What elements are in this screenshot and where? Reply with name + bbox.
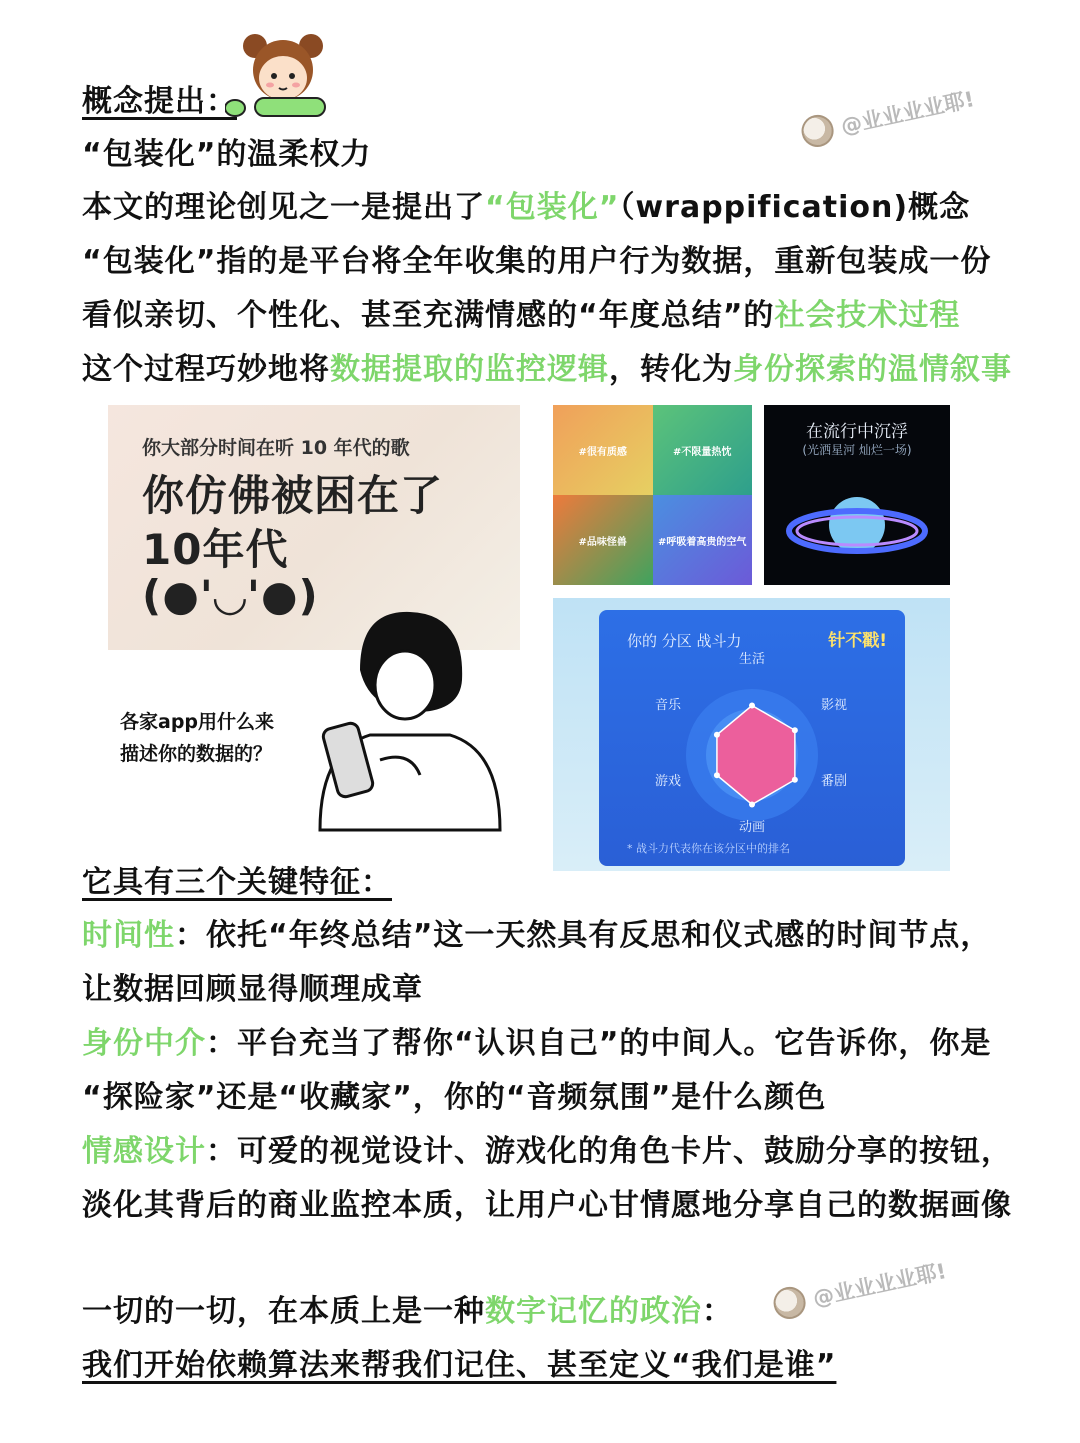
planet-card: 在流行中沉浮 (光洒星河 灿烂一场) bbox=[764, 405, 950, 585]
intro-line-4: 这个过程巧妙地将数据提取的监控逻辑，转化为身份探索的温情叙事 bbox=[82, 352, 1012, 387]
watermark-top: @业业业业耶! bbox=[799, 82, 977, 150]
radar-stat-card bbox=[553, 598, 950, 871]
planet-icon bbox=[782, 473, 932, 578]
radar-point bbox=[714, 772, 720, 778]
listen-decade-card: 你大部分时间在听 10 年代的歌 你仿佛被困在了 10年代 (●'◡'●) bbox=[108, 405, 520, 650]
feature-2-line-2: “探险家”还是“收藏家”，你的“音频氛围”是什么颜色 bbox=[82, 1080, 827, 1115]
radar-point bbox=[749, 802, 755, 808]
features-heading: 它具有三个关键特征： bbox=[82, 865, 392, 900]
watermark-bottom: @业业业业耶! bbox=[771, 1254, 949, 1322]
radar-point bbox=[749, 703, 755, 709]
phone-girl-illustration bbox=[300, 600, 505, 835]
feature-3-line-2: 淡化其背后的商业监控本质，让用户心甘情愿地分享自己的数据画像 bbox=[82, 1188, 1012, 1223]
radar-point bbox=[792, 727, 798, 733]
radar-axis-label: 动画 bbox=[739, 820, 766, 835]
radar-axis-label: 音乐 bbox=[655, 698, 682, 713]
intro-line-3: 看似亲切、个性化、甚至充满情感的“年度总结”的社会技术过程 bbox=[82, 298, 961, 333]
radar-axis-label: 番剧 bbox=[821, 774, 848, 789]
radar-axis-label: 影视 bbox=[821, 698, 848, 713]
radar-point bbox=[792, 777, 798, 783]
tile: #品味怪兽 bbox=[553, 495, 653, 585]
feature-1-line-2: 让数据回顾显得顺理成章 bbox=[82, 972, 423, 1007]
tile: #呼吸着高贵的空气 bbox=[653, 495, 753, 585]
tile: #不限量热忱 bbox=[653, 405, 753, 495]
conclusion-line-1: 一切的一切，在本质上是一种数字记忆的政治： bbox=[82, 1294, 733, 1329]
radar-panel: 你的 分区 战斗力 针不戳! 生活 影视 番剧 动画 游戏 音乐 * 战斗力代表你在该分区中的排名 bbox=[599, 610, 905, 866]
intro-line-1: 本文的理论创见之一是提出了“包装化”（wrappification)概念 bbox=[82, 190, 971, 225]
tag-tiles-card bbox=[553, 405, 752, 585]
intro-line-2: “包装化”指的是平台将全年收集的用户行为数据，重新包装成一份 bbox=[82, 244, 992, 279]
feature-2-line-1: 身份中介：平台充当了帮你“认识自己”的中间人。它告诉你，你是 bbox=[82, 1026, 992, 1061]
feature-1-line-1: 时间性：依托“年终总结”这一天然具有反思和仪式感的时间节点， bbox=[82, 918, 992, 953]
speech-bubble: 各家app用什么来 描述你的数据的？ bbox=[120, 711, 275, 765]
heading-concept: 概念提出： bbox=[82, 84, 237, 119]
radar-axis-label: 生活 bbox=[739, 652, 766, 667]
conclusion-line-2: 我们开始依赖算法来帮我们记住、甚至定义“我们是谁” bbox=[82, 1348, 837, 1383]
coconut-icon bbox=[771, 1284, 809, 1322]
subtitle: “包装化”的温柔权力 bbox=[82, 137, 372, 172]
radar-point bbox=[714, 732, 720, 738]
radar-axis-label: 游戏 bbox=[655, 774, 682, 789]
tile: #很有质感 bbox=[553, 405, 653, 495]
girl-avatar-illustration bbox=[225, 28, 335, 120]
feature-3-line-1: 情感设计：可爱的视觉设计、游戏化的角色卡片、鼓励分享的按钮， bbox=[82, 1134, 1012, 1169]
coconut-icon bbox=[799, 112, 837, 150]
